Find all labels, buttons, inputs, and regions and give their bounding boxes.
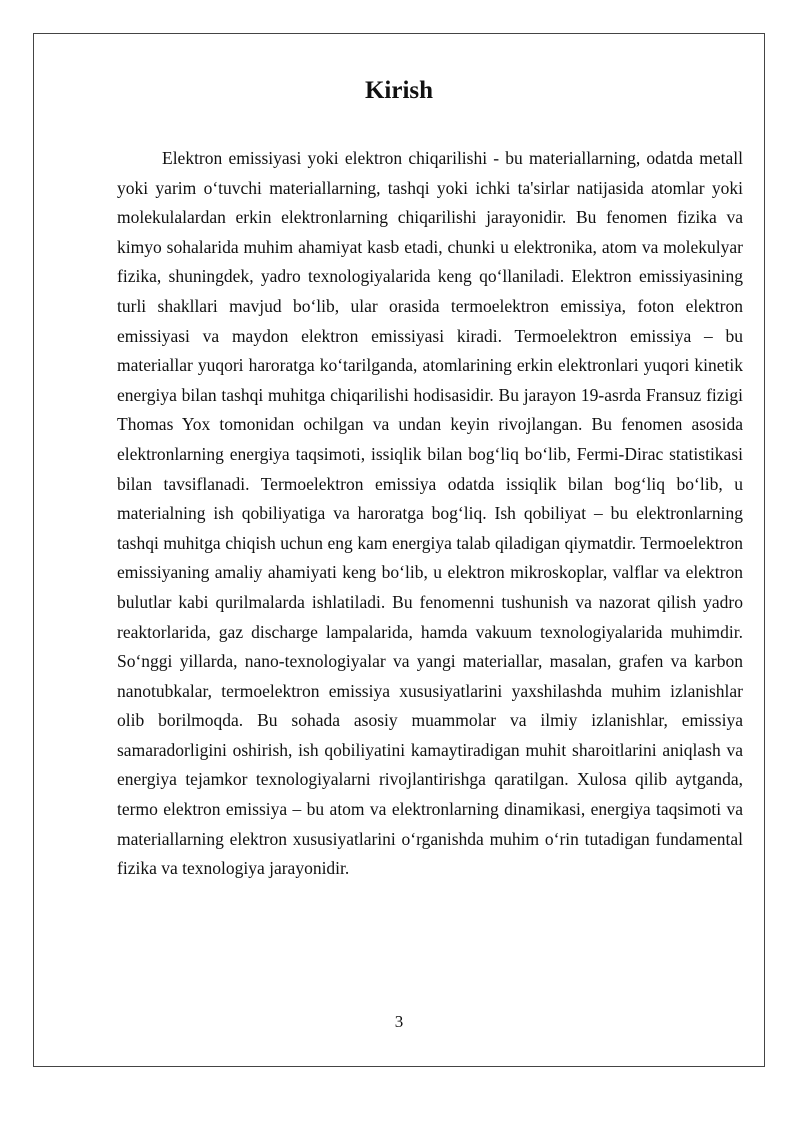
- page-title: Kirish: [364, 77, 434, 104]
- page-number: 3: [394, 1012, 404, 1031]
- body-paragraph: Elektron emissiyasi yoki elektron chiqarilishi - bu materiallarning, odatda metall yoki yarim o‘tuvchi materiallarning, tashqi yoki ichki ta'sirlar natijasida atomlar yoki molekulalardan erkin elektronlarning chiqarilishi jarayonidir. Bu fenomen fizika va kimyo sohalarida muhim ahamiyat kasb etadi, chunki u elektronika, atom va molekulyar fizika, shuningdek, yadro texnologiyalarida keng qo‘llaniladi. Elektron emissiyasining turli shakllari mavjud bo‘lib, ular orasida termoelektron emissiya, foton elektron emissiyasi va maydon elektron emissiyasi kiradi. Termoelektron emissiya – bu materiallar yuqori haroratga ko‘tarilganda, atomlarining erkin elektronlari yuqori kinetik energiya bilan tashqi muhitga chiqarilishi hodisasidir. Bu jarayon 19-asrda Fransuz fizigi Thomas Yox tomonidan ochilgan va undan keyin rivojlangan. Bu fenomen asosida elektronlarning energiya taqsimoti, issiqlik bilan bog‘liq bo‘lib, Fermi-Dirac statistikasi bilan tavsiflanadi. Termoelektron emissiya odatda issiqlik bilan bog‘liq bo‘lib, u materialning ish qobiliyatiga va haroratga bog‘liq. Ish qobiliyat – bu elektronlarning tashqi muhitga chiqish uchun eng kam energiya talab qiladigan qiymatdir. Termoelektron emissiyaning amaliy ahamiyati keng bo‘lib, u elektron mikroskoplar, valflar va elektron bulutlar kabi qurilmalarda ishlatiladi. Bu fenomenni tushunish va nazorat qilish yadro reaktorlarida, gaz discharge lampalarida, hamda vakuum texnologiyalarida muhimdir. So‘nggi yillarda, nano-texnologiyalar va yangi materiallar, masalan, grafen va karbon nanotubkalar, termoelektron emissiya xususiyatlarini yaxshilashda muhim izlanishlar olib borilmoqda. Bu sohada asosiy muammolar va ilmiy izlanishlar, emissiya samaradorligini oshirish, ish qobiliyatini kamaytiradigan muhit sharoitlarini aniqlash va energiya tejamkor texnologiyalarni rivojlantirishga qaratilgan. Xulosa qilib aytganda, termo elektron emissiya – bu atom va elektronlarning dinamikasi, energiya taqsimoti va materiallarning elektron xususiyatlarini o‘rganishda muhim o‘rin tutadigan fundamental fizika va texnologiya jarayonidir.: [117, 148, 743, 879]
